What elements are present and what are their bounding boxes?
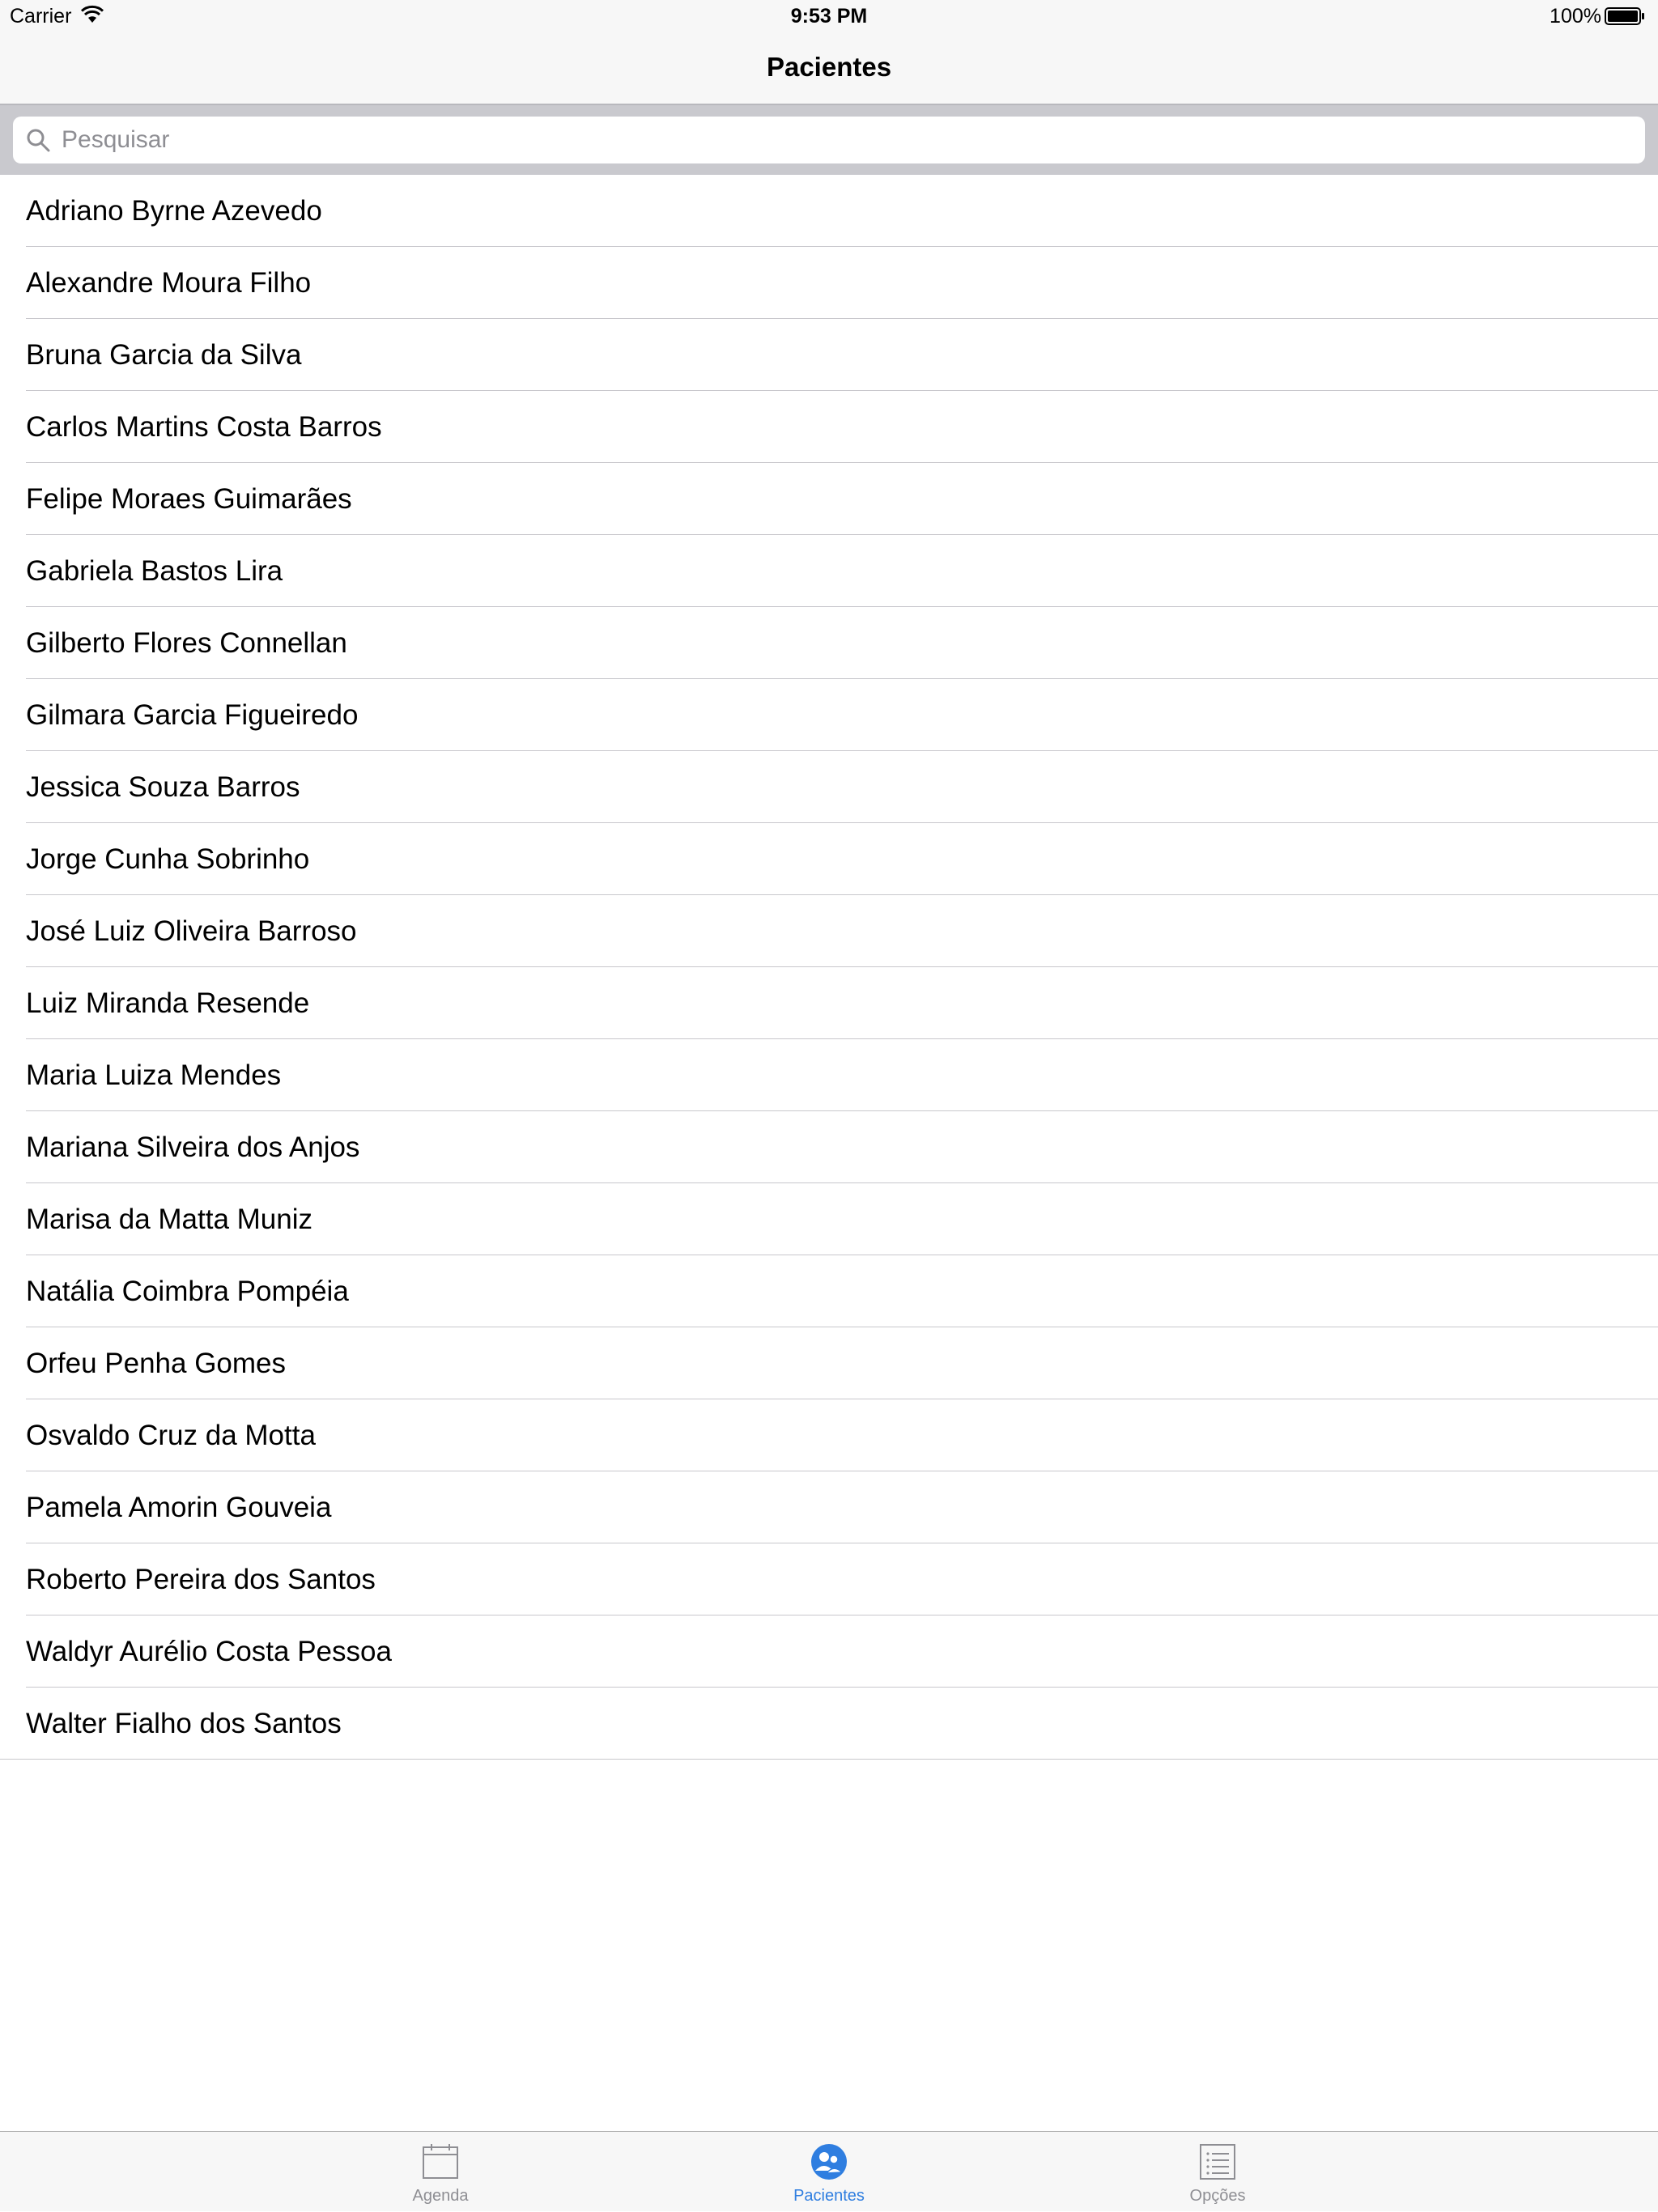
list-item[interactable] [0, 1111, 1658, 1183]
list-item[interactable] [0, 535, 1658, 607]
patient-name: Gabriela Bastos Lira [26, 554, 283, 587]
list-item[interactable] [0, 967, 1658, 1039]
patient-list [0, 175, 1658, 1760]
patient-name: Osvaldo Cruz da Motta [26, 1419, 316, 1451]
patient-name: Gilberto Flores Connellan [26, 626, 347, 659]
search-input[interactable] [62, 117, 1632, 163]
list-item[interactable] [0, 823, 1658, 895]
list-item[interactable] [0, 1615, 1658, 1688]
patient-name: Maria Luiza Mendes [26, 1059, 282, 1091]
list-item[interactable] [0, 1543, 1658, 1615]
search-bar [0, 104, 1658, 175]
patient-name: Orfeu Penha Gomes [26, 1347, 286, 1379]
patient-name: Waldyr Aurélio Costa Pessoa [26, 1635, 392, 1667]
tab-agenda[interactable] [343, 2132, 538, 2212]
patient-name: Carlos Martins Costa Barros [26, 410, 382, 443]
patient-name: Roberto Pereira dos Santos [26, 1563, 376, 1595]
list-item[interactable] [0, 895, 1658, 967]
patient-name: Bruna Garcia da Silva [26, 338, 302, 371]
patient-name: Jessica Souza Barros [26, 771, 300, 803]
tab-pacientes[interactable] [732, 2132, 926, 2212]
calendar-icon [422, 2143, 459, 2180]
list-item[interactable] [0, 391, 1658, 463]
tab-bar [0, 2131, 1658, 2211]
list-item[interactable] [0, 1327, 1658, 1399]
search-field[interactable] [13, 117, 1645, 163]
list-item[interactable] [0, 1471, 1658, 1543]
patient-name: José Luiz Oliveira Barroso [26, 915, 357, 947]
battery-percentage: 100% [1550, 5, 1601, 28]
list-item[interactable] [0, 751, 1658, 823]
list-item[interactable] [0, 175, 1658, 247]
carrier-label: Carrier [10, 5, 72, 28]
tab-label: Pacientes [793, 2187, 865, 2205]
patient-name: Jorge Cunha Sobrinho [26, 843, 310, 875]
tab-label: Agenda [412, 2187, 469, 2205]
patient-name: Mariana Silveira dos Anjos [26, 1131, 360, 1163]
patient-name: Luiz Miranda Resende [26, 987, 310, 1019]
list-item[interactable] [0, 1688, 1658, 1760]
patient-name: Natália Coimbra Pompéia [26, 1275, 349, 1307]
list-item[interactable] [0, 1183, 1658, 1255]
list-icon [1199, 2143, 1236, 2180]
list-item[interactable] [0, 247, 1658, 319]
patient-name: Walter Fialho dos Santos [26, 1707, 342, 1739]
page-title: Pacientes [766, 52, 892, 82]
list-item[interactable] [0, 1039, 1658, 1111]
list-item[interactable] [0, 607, 1658, 679]
patient-name: Gilmara Garcia Figueiredo [26, 698, 359, 731]
list-item[interactable] [0, 679, 1658, 751]
patient-name: Felipe Moraes Guimarães [26, 482, 352, 515]
list-item[interactable] [0, 319, 1658, 391]
patients-icon [810, 2143, 848, 2180]
navigation-bar [0, 32, 1658, 104]
list-item[interactable] [0, 1399, 1658, 1471]
status-bar [0, 0, 1658, 32]
battery-icon [1605, 7, 1645, 25]
list-item[interactable] [0, 1255, 1658, 1327]
tab-label: Opções [1189, 2187, 1246, 2205]
patient-name: Pamela Amorin Gouveia [26, 1491, 332, 1523]
patient-name: Alexandre Moura Filho [26, 266, 312, 299]
patient-name: Adriano Byrne Azevedo [26, 194, 322, 227]
list-item[interactable] [0, 463, 1658, 535]
tab-opcoes[interactable] [1120, 2132, 1315, 2212]
patient-name: Marisa da Matta Muniz [26, 1203, 313, 1235]
status-time: 9:53 PM [790, 5, 868, 28]
search-icon [26, 128, 50, 152]
